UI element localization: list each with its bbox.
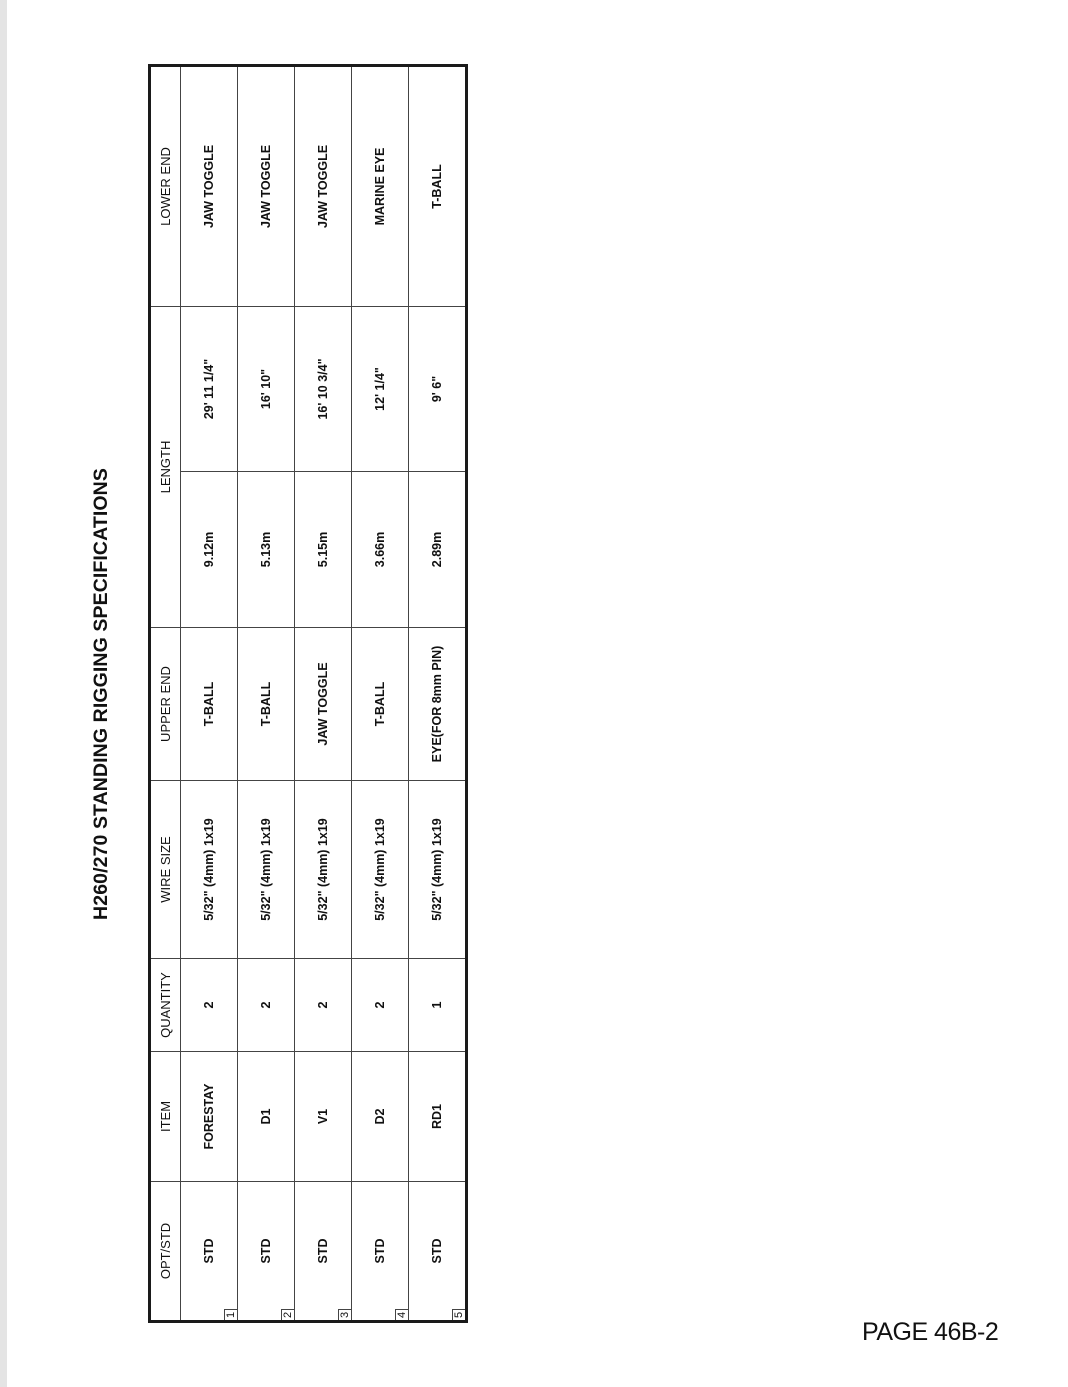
opt-std-value: STD: [316, 1238, 330, 1264]
page-number: PAGE 46B-2: [862, 1318, 999, 1346]
row-number: 5: [452, 1309, 465, 1320]
table-row: [295, 65, 352, 1321]
cell-item: FORESTAY: [181, 1052, 238, 1182]
header-wire-size: WIRE SIZE: [150, 781, 181, 959]
row-number: 2: [281, 1309, 294, 1320]
cell-opt-std: [352, 1182, 409, 1322]
cell-item: D1: [238, 1052, 295, 1182]
cell-item: V1: [295, 1052, 352, 1182]
cell-length-metric: 3.66m: [352, 472, 409, 628]
header-opt-std: OPT/STD: [150, 1182, 181, 1322]
cell-quantity: 2: [181, 959, 238, 1052]
cell-wire-size: 5/32" (4mm) 1x19: [238, 781, 295, 959]
cell-quantity: 2: [295, 959, 352, 1052]
cell-lower-end: JAW TOGGLE: [238, 65, 295, 306]
opt-std-value: STD: [202, 1238, 216, 1264]
cell-wire-size: 5/32" (4mm) 1x19: [181, 781, 238, 959]
cell-item: D2: [352, 1052, 409, 1182]
cell-opt-std: [238, 1182, 295, 1322]
cell-upper-end: T-BALL: [181, 628, 238, 781]
cell-lower-end: MARINE EYE: [352, 65, 409, 306]
cell-length-metric: 9.12m: [181, 472, 238, 628]
cell-length-imperial: 29' 11 1/4": [181, 306, 238, 471]
header-lower-end: LOWER END: [150, 65, 181, 306]
cell-upper-end: T-BALL: [352, 628, 409, 781]
opt-std-value: STD: [430, 1238, 444, 1264]
document-title: H260/270 STANDING RIGGING SPECIFICATIONS: [90, 468, 112, 920]
spec-table: [148, 64, 468, 1323]
table-row: [181, 65, 238, 1321]
cell-length-imperial: 16' 10 3/4": [295, 306, 352, 471]
cell-item: RD1: [409, 1052, 467, 1182]
header-row: [150, 65, 181, 1321]
cell-upper-end: T-BALL: [238, 628, 295, 781]
cell-opt-std: [295, 1182, 352, 1322]
cell-upper-end: JAW TOGGLE: [295, 628, 352, 781]
rigging-spec-table: [148, 67, 464, 1323]
header-item: ITEM: [150, 1052, 181, 1182]
cell-quantity: 2: [238, 959, 295, 1052]
row-number: 3: [338, 1309, 351, 1320]
cell-wire-size: 5/32" (4mm) 1x19: [352, 781, 409, 959]
header-quantity: QUANTITY: [150, 959, 181, 1052]
cell-wire-size: 5/32" (4mm) 1x19: [295, 781, 352, 959]
opt-std-value: STD: [373, 1238, 387, 1264]
cell-quantity: 2: [352, 959, 409, 1052]
cell-opt-std: [181, 1182, 238, 1322]
row-number: 4: [395, 1309, 408, 1320]
cell-lower-end: JAW TOGGLE: [295, 65, 352, 306]
table-row: [352, 65, 409, 1321]
opt-std-value: STD: [259, 1238, 273, 1264]
cell-opt-std: [409, 1182, 467, 1322]
page-edge-strip: [0, 0, 7, 1387]
cell-length-imperial: 9' 6": [409, 306, 467, 471]
cell-quantity: 1: [409, 959, 467, 1052]
cell-length-imperial: 12' 1/4": [352, 306, 409, 471]
header-upper-end: UPPER END: [150, 628, 181, 781]
table-row: [409, 65, 467, 1321]
cell-length-metric: 2.89m: [409, 472, 467, 628]
cell-upper-end: EYE(FOR 8mm PIN): [409, 628, 467, 781]
cell-length-metric: 5.13m: [238, 472, 295, 628]
cell-length-metric: 5.15m: [295, 472, 352, 628]
cell-wire-size: 5/32" (4mm) 1x19: [409, 781, 467, 959]
table-row: [238, 65, 295, 1321]
cell-lower-end: JAW TOGGLE: [181, 65, 238, 306]
cell-length-imperial: 16' 10": [238, 306, 295, 471]
header-length: LENGTH: [150, 306, 181, 627]
cell-lower-end: T-BALL: [409, 65, 467, 306]
row-number: 1: [224, 1309, 237, 1320]
